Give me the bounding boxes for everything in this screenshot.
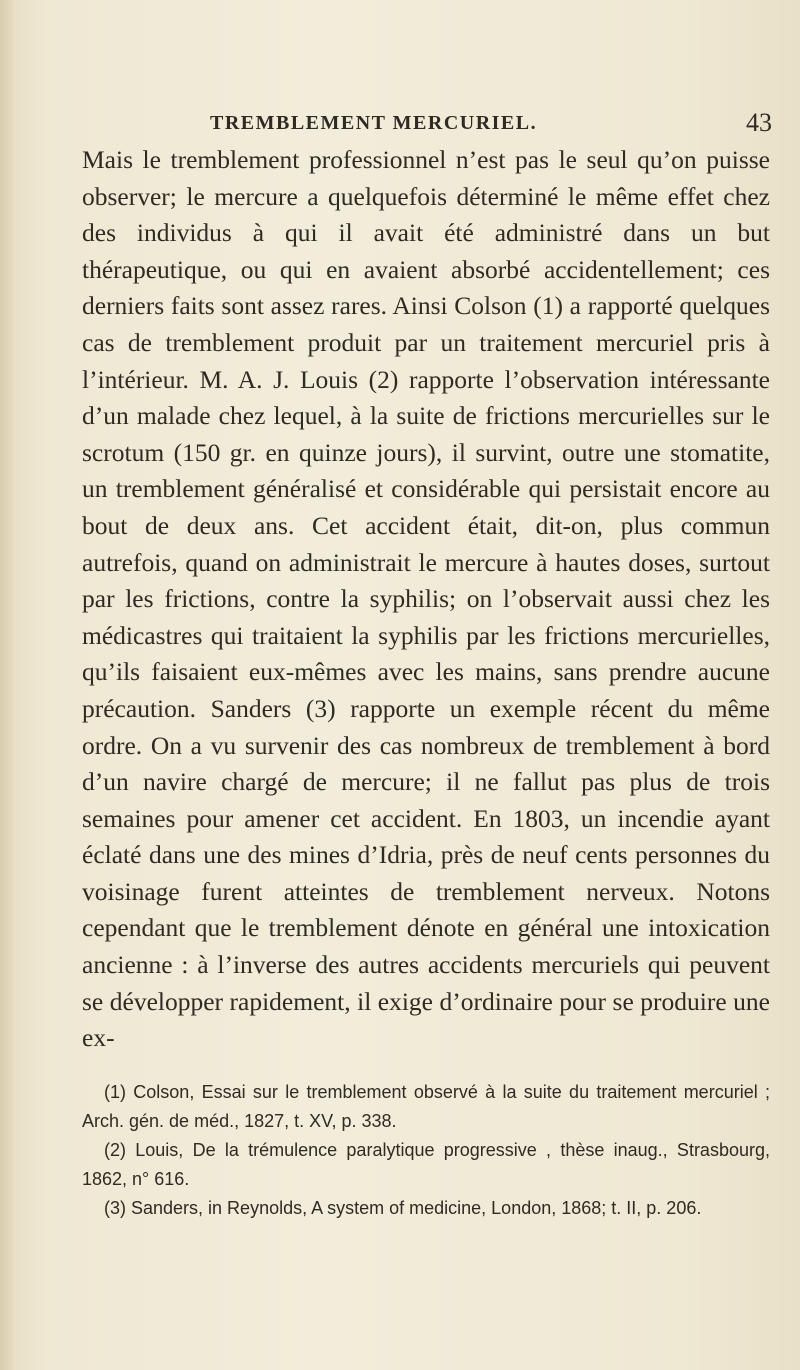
body-paragraph: Mais le tremblement professionnel n’est pas le seul qu’on puisse observer; le mercure a quelquefois déterminé le même effet chez des individus à qui il avait été administré dans un but thérapeutique, ou qui en avaient absorbé accidentellement; ces derniers faits sont assez rares. Ainsi Colson (1) a rapporté quelques cas de tremblement produit par un traitement mercuriel pris à l’intérieur. M. A. J. Louis (2) rapporte l’observation intéressante d’un malade chez lequel, à la suite de frictions mercurielles sur le scrotum (150 gr. en quinze jours), il survint, outre une stomatite, un tremblement généralisé et considérable qui persistait encore au bout de deux ans. Cet accident était, dit-on, plus commun autrefois, quand on administrait le mercure à hautes doses, surtout par les frictions, contre la syphilis; on l’observait aussi chez les médicastres qui traitaient la syphilis par les frictions mercurielles, qu’ils faisaient eux-mêmes avec les mains, sans prendre aucune précaution. Sanders (3) rapporte un exemple récent du même ordre. On a vu survenir des cas nombreux de tremblement à bord d’un navire chargé de mercure; il ne fallut pas plus de trois semaines pour amener cet accident. En 1803, un incendie ayant éclaté dans une des mines d’Idria, près de neuf cents personnes du voisinage furent atteintes de tremblement nerveux. Notons cependant que le tremblement dénote en général une intoxication ancienne : à l’inverse des autres accidents mercuriels qui peuvent se développer rapidement, il exige d’ordinaire pour se produire une ex- bbox=[82, 145, 770, 1053]
footnote-3: (3) Sanders, in Reynolds, A system of medicine, London, 1868; t. II, p. 206. bbox=[104, 1198, 702, 1218]
page-number: 43 bbox=[746, 108, 772, 137]
page-gutter-shadow bbox=[0, 0, 14, 1370]
running-header bbox=[82, 108, 774, 138]
main-text bbox=[82, 142, 770, 1057]
running-title: TREMBLEMENT MERCURIEL. bbox=[210, 112, 538, 134]
footnote-1: (1) Colson, Essai sur le tremblement observé à la suite du traitement mercuriel ; Arch. gén. de méd., 1827, t. XV, p. 338. bbox=[82, 1082, 770, 1131]
footnotes bbox=[82, 1078, 770, 1223]
footnote-2: (2) Louis, De la trémulence paralytique progressive , thèse inaug., Strasbourg, 1862, n° 616. bbox=[82, 1140, 770, 1189]
